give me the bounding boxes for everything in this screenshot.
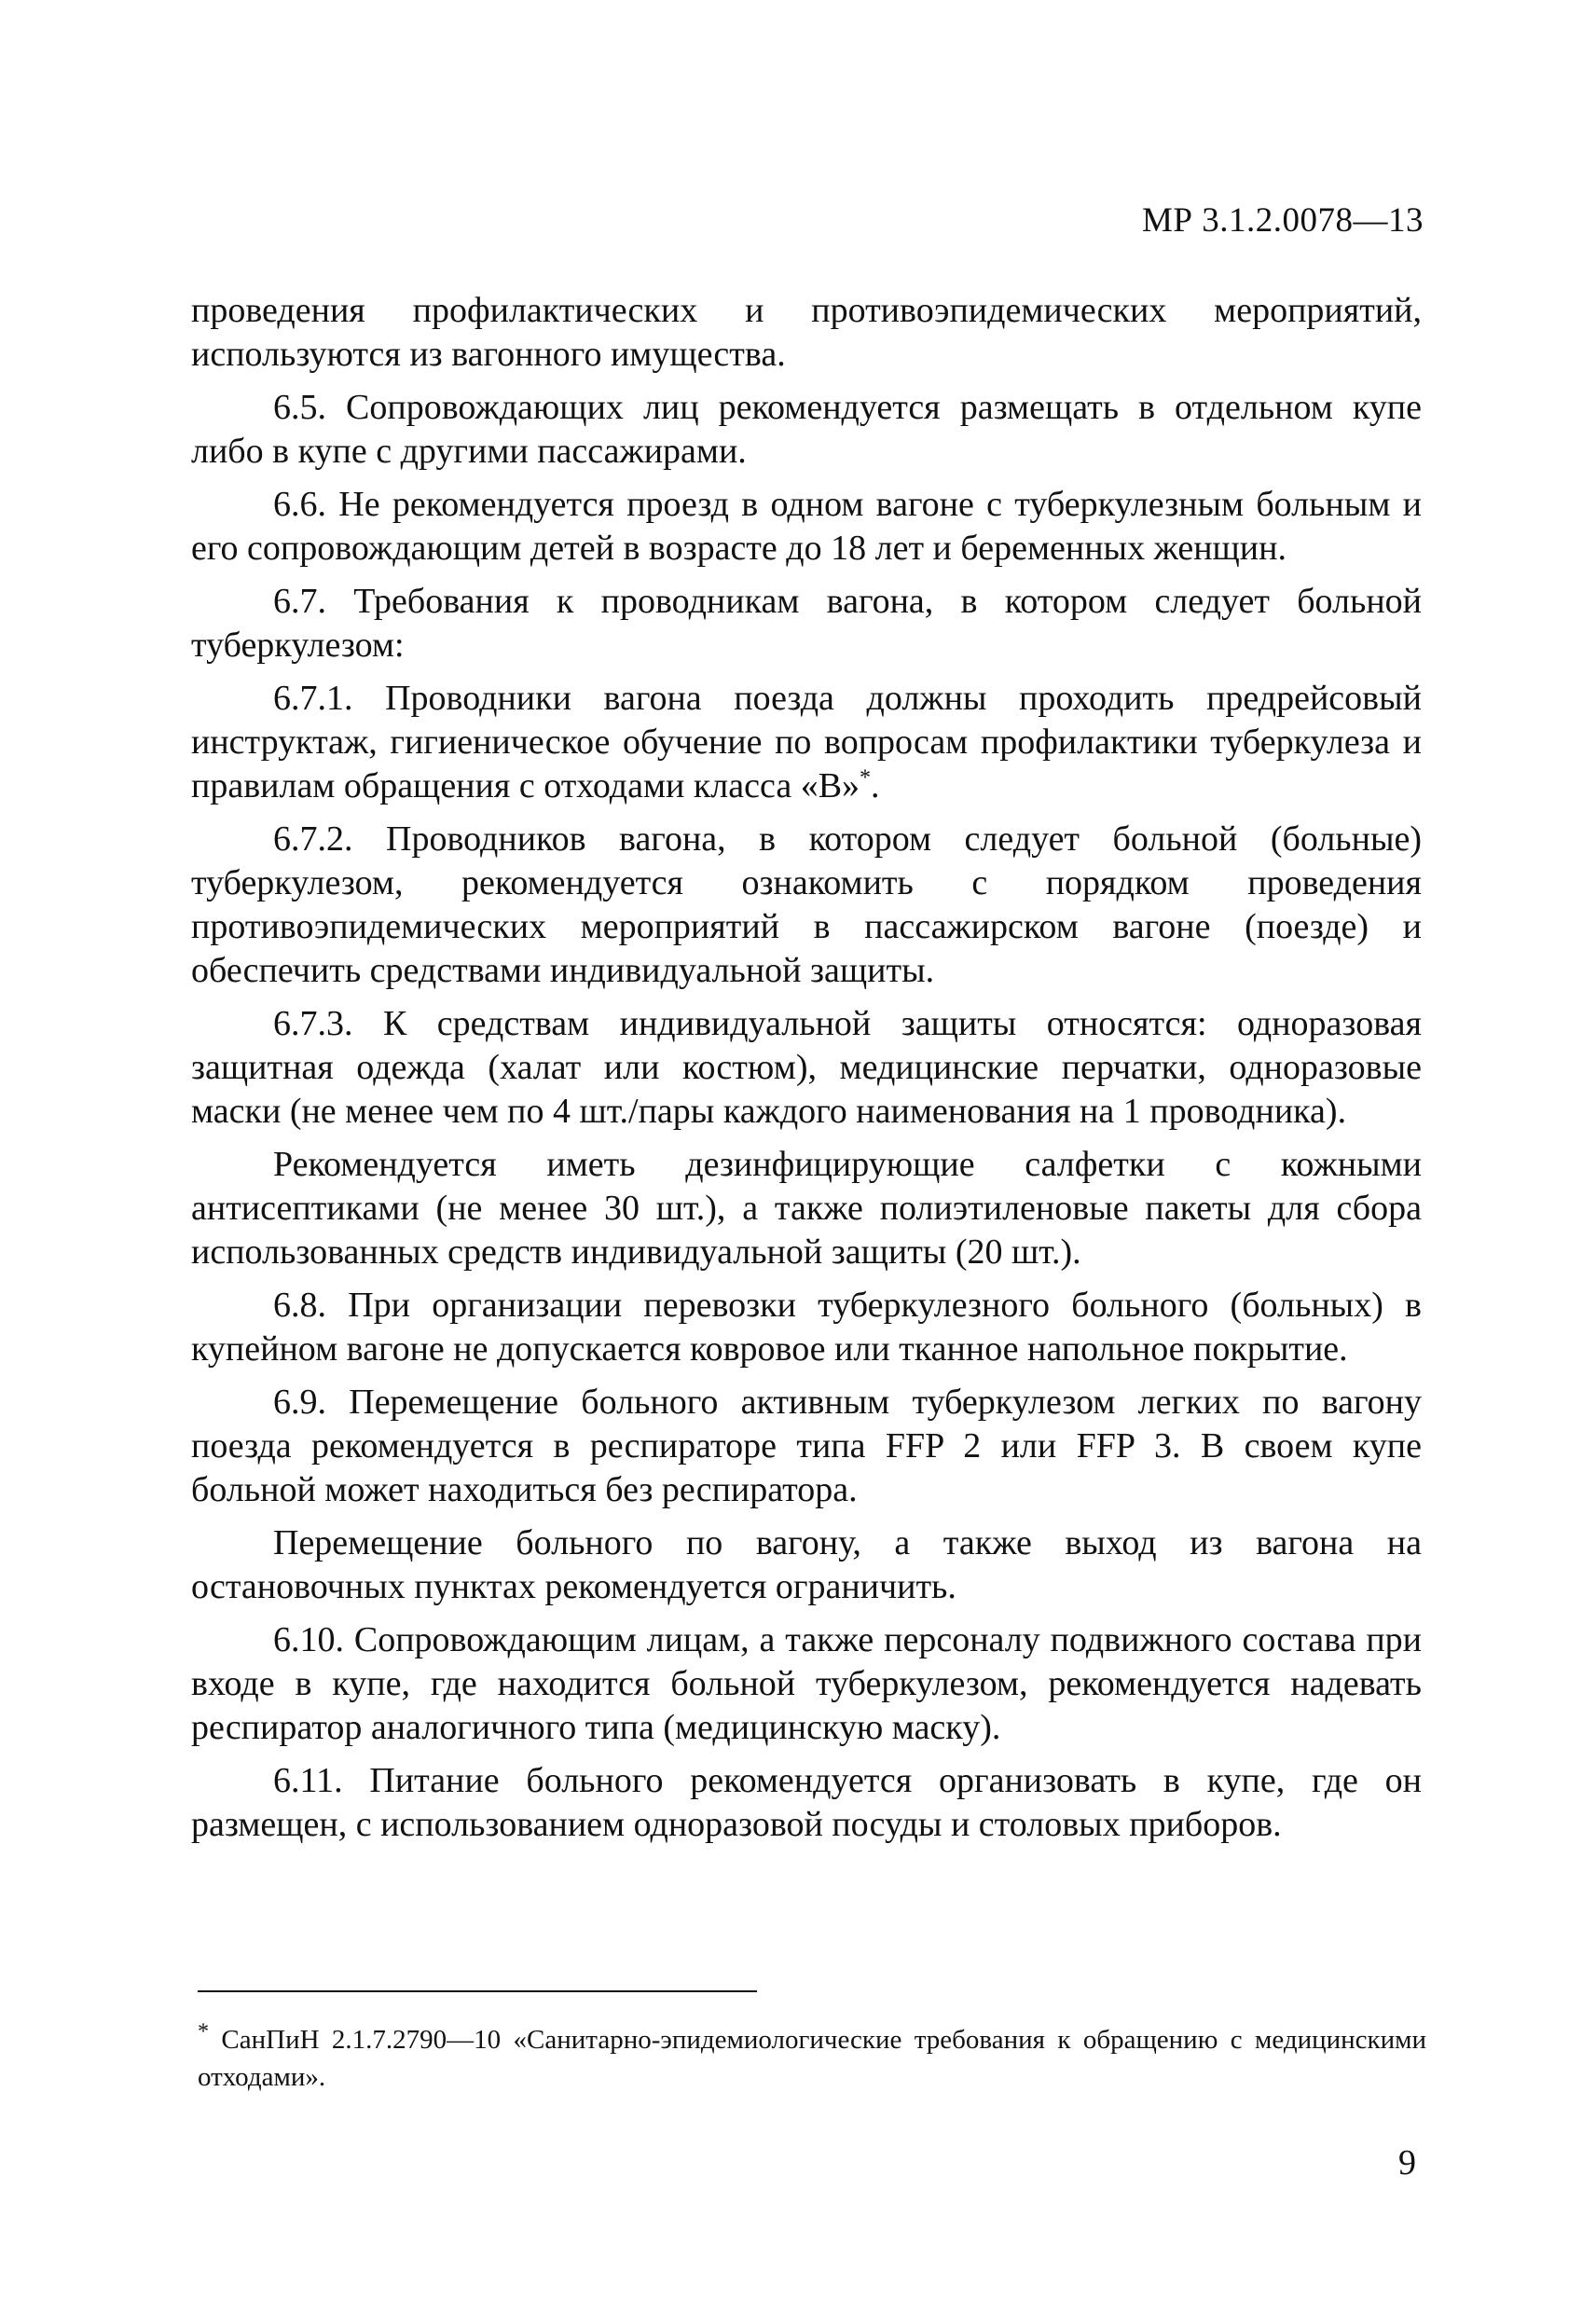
footnote-divider (198, 1990, 757, 1992)
document-code-header: МР 3.1.2.0078—13 (1142, 201, 1424, 240)
paragraph-6-7: 6.7. Требования к проводникам вагона, в котором следует больной туберкулезом: (191, 582, 1422, 665)
footnote-ref-marker: * (860, 765, 872, 791)
paragraph-6-7-3: 6.7.3. К средствам индивидуальной защиты относятся: одноразовая защитная одежда (халат или костюм), медицинские перчатки, одноразовые маски (не менее чем по 4 шт./пары каждого наименования на 1 проводника). (191, 1004, 1422, 1131)
paragraph-recommendation: Рекомендуется иметь дезинфицирующие салфетки с кожными антисептиками (не менее 30 шт.), а также полиэтиленовые пакеты для сбора использованных средств индивидуальной защиты (20 шт.). (191, 1145, 1422, 1272)
paragraph-6-7-1-text: 6.7.1. Проводники вагона поезда должны проходить предрейсовый инструктаж, гигиеническое обучение по вопросам профилактики туберкулеза и правилам обращения с отходами класса «В» (191, 679, 1422, 805)
paragraph-6-10: 6.10. Сопровождающим лицам, а также персоналу подвижного состава при входе в купе, где находится больной туберкулезом, рекомендуется надевать респиратор аналогичного типа (медицинскую маску). (191, 1620, 1422, 1747)
paragraph-6-9: 6.9. Перемещение больного активным туберкулезом легких по вагону поезда рекомендуется в респираторе типа FFP 2 или FFP 3. В своем купе больной может находиться без респиратора. (191, 1383, 1422, 1509)
paragraph-6-6: 6.6. Не рекомендуется проезд в одном вагоне с туберкулезным больным и его сопровождающим детей в возрасте до 18 лет и беременных женщин. (191, 485, 1422, 568)
paragraph-6-11: 6.11. Питание больного рекомендуется организовать в купе, где он размещен, с использованием одноразовой посуды и столовых приборов. (191, 1761, 1422, 1844)
footnote-marker: * (198, 2019, 209, 2044)
paragraph-continuation: проведения профилактических и противоэпидемических мероприятий, используются из вагонного имущества. (191, 291, 1422, 374)
paragraph-6-8: 6.8. При организации перевозки туберкулезного больного (больных) в купейном вагоне не допускается ковровое или тканное напольное покрытие. (191, 1286, 1422, 1369)
paragraph-6-7-1: 6.7.1. Проводники вагона поезда должны проходить предрейсовый инструктаж, гигиеническое обучение по вопросам профилактики туберкулеза и правилам обращения с отходами класса «В»*. (191, 679, 1422, 805)
page-number: 9 (1398, 2143, 1416, 2182)
footnote (198, 2021, 1426, 2096)
paragraph-6-5: 6.5. Сопровождающих лиц рекомендуется размещать в отдельном купе либо в купе с другими пассажирами. (191, 388, 1422, 471)
main-text (191, 289, 1422, 1856)
footnote-text: СанПиН 2.1.7.2790—10 «Санитарно-эпидемиологические требования к обращению с медицинскими отходами». (198, 2025, 1427, 2092)
paragraph-6-7-2: 6.7.2. Проводников вагона, в котором следует больной (больные) туберкулезом, рекомендуется ознакомить с порядком проведения противоэпидемических мероприятий в пассажирском вагоне (поезде) и обеспечить средствами индивидуальной защиты. (191, 819, 1422, 990)
paragraph-movement: Перемещение больного по вагону, а также выход из вагона на остановочных пунктах рекомендуется ограничить. (191, 1523, 1422, 1606)
